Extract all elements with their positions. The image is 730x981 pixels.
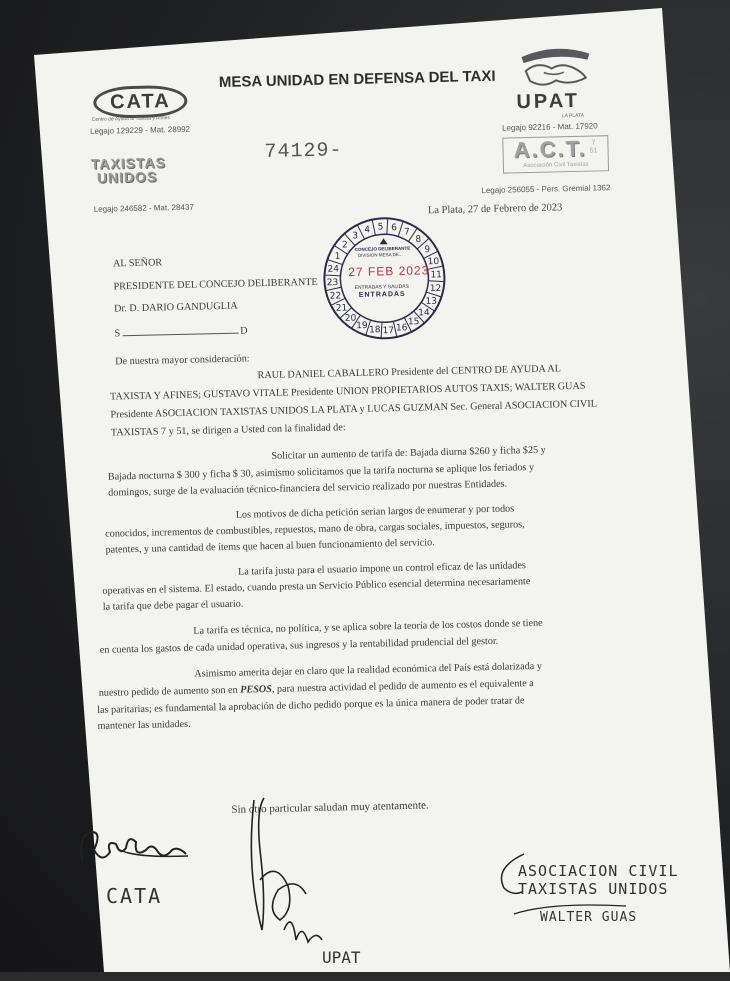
act-legajo: Legajo 256055 - Pers. Gremial 1362: [481, 183, 611, 196]
act-logo-text: A.C.T.: [513, 135, 587, 163]
addressee-s: [114, 325, 247, 339]
stamp-ring-number: 7: [404, 227, 410, 238]
upat-legajo: Legajo 92216 - Mat. 17920: [501, 121, 598, 133]
p6-line4: mantener las unidades.: [97, 718, 191, 732]
upat-sub: LA PLATA: [561, 112, 585, 120]
p5-line: La tarifa es técnica, no política, y se aplica sobre la teoría de los costos donde se tiene: [193, 617, 543, 637]
stamp-ring-number: 10: [427, 256, 440, 268]
p1-line: RAUL DANIEL CABALLERO Presidente del CENTRO DE AYUDA AL: [257, 363, 561, 382]
addressee-line3: Dr. D. DARIO GANDUGLIA: [113, 300, 238, 315]
date-line: La Plata, 27 de Febrero de 2023: [427, 202, 563, 217]
handshake-icon: [515, 43, 596, 91]
p1-line: TAXISTAS 7 y 51, se dirigen a Usted con la finalidad de:: [110, 422, 346, 439]
stamp-ring-number: 24: [327, 264, 340, 275]
p6-pesos: PESOS: [240, 683, 273, 696]
stamp-ring-tick: [398, 221, 404, 236]
stamp-inner-bottom2: ENTRADAS: [358, 290, 406, 299]
act-sub: Asociación Civil Taxistas: [523, 161, 589, 170]
p4-line: operativas en el sistema. El estado, cuando presta un Servicio Público esencial determina necesariamente: [102, 576, 531, 597]
p2-line: Solicitar un aumento de tarifa de: Bajada diurna $260 y ficha $25 y: [271, 444, 546, 462]
p3-line: Los motivos de dicha petición serian largos de enumerar y por todos: [235, 503, 515, 521]
p1-line: Presidente ASOCIACION TAXISTAS UNIDOS LA PLATA y LUCAS GUZMAN Sec. General ASOCIACION CIVIL: [110, 398, 598, 421]
tu-logo-line2: UNIDOS: [96, 168, 158, 186]
stamp-ring-number: 18: [368, 325, 381, 336]
signature-cata-label: CATA: [106, 884, 163, 908]
cata-logo-text: CATA: [109, 89, 171, 113]
signature-walter-label: WALTER GUAS: [540, 910, 638, 925]
addressee-line2: PRESIDENTE DEL CONCEJO DELIBERANTE: [113, 276, 318, 293]
stamp-ring-number: 2: [341, 240, 348, 251]
p6-line1: Asimismo amerita dejar en claro que la realidad económica del País está dolarizada y: [194, 660, 543, 680]
addressee-line1: AL SEÑOR: [112, 257, 163, 270]
stamp-ring-number: 23: [326, 278, 339, 289]
closing-line: Sin otro particular saludan muy atentamente.: [231, 799, 429, 816]
stamp-inner-top: CONCEJO DELIBERANTE: [354, 245, 411, 252]
upat-logo-text: UPAT: [516, 89, 581, 114]
stamp-ring-number: 8: [415, 234, 422, 245]
p5-line: en cuenta los gastos de cada unidad operativa, sus ingresos y la rentabilidad prudencial del gestor.: [99, 635, 499, 656]
p6-line3: las paritarias; es fundamental la aprobación de dicho pedido porque es la única manera de poder tratar de: [97, 695, 525, 716]
addressee-s-label: S: [114, 328, 121, 340]
stamp-ring-number: 19: [356, 320, 368, 332]
document-number: 74129-: [264, 139, 343, 164]
stamp-ring-tick: [386, 218, 388, 234]
signature-vitale: [236, 790, 346, 960]
stamp-asociacion-line2: TAXISTAS UNIDOS: [518, 880, 669, 898]
p6-line2-a: nuestro pedido de aumento son en: [98, 684, 241, 699]
stamp-inner-sub: DIVISION MESA DE...: [357, 251, 403, 258]
act-side-top: 7: [591, 139, 596, 147]
signature-upat-label: UPAT: [322, 948, 361, 967]
stamp-ring-number: 9: [424, 244, 431, 256]
stamp-ring-number: 11: [430, 270, 443, 281]
tu-legajo: Legajo 246582 - Mat. 28437: [93, 202, 194, 214]
stamp-ring-number: 5: [377, 222, 384, 233]
signature-flourish: [488, 848, 528, 898]
p4-line: la tarifa que debe pagar el usuario.: [102, 598, 244, 613]
stamp-ring-number: 15: [407, 317, 420, 328]
act-side-bottom: 51: [589, 147, 598, 155]
stamp-ring-number: 16: [395, 323, 408, 334]
stamp-ring-tick: [372, 219, 375, 235]
stamp-ring-number: 14: [418, 308, 430, 319]
p2-line: domingos, surge de la evaluación técnico-financiera del servicio realizado por nuestras Entidades.: [108, 478, 508, 499]
stamp-ring-number: 21: [335, 303, 348, 314]
stamp-ring-number: 3: [352, 231, 359, 242]
stamp-ring-number: 17: [382, 325, 395, 337]
stamp-ring-number: 12: [429, 283, 442, 295]
stamp-asociacion-line1: ASOCIACION CIVIL: [518, 862, 679, 880]
p4-line: La tarifa justa para el usuario impone un control eficaz de las unidades: [237, 560, 527, 578]
salutation: De nuestra mayor consideración:: [115, 353, 250, 368]
stamp-ring-number: 13: [425, 296, 438, 307]
signature-underline: [510, 898, 630, 918]
p3-line: patentes, y una cantidad de ítems que hacen al buen funcionamiento del servicio.: [105, 537, 435, 556]
reception-stamp: [321, 215, 448, 342]
addressee-d-label: D: [240, 325, 248, 337]
cata-subtitle: Centro de Ayuda al Taxista y Afines: [91, 115, 171, 123]
stamp-date: 27 FEB 2023: [348, 263, 430, 280]
p1-line: TAXISTA Y AFINES; GUSTAVO VITALE Presidente UNION PROPIETARIOS AUTOS TAXIS; WALTER GUAS: [109, 380, 586, 403]
stamp-ring-tick: [428, 280, 444, 282]
p6-line2-c: , para nuestra actividad el pedido de aumento es el equivalente a: [271, 678, 534, 695]
cata-legajo: Legajo 129229 - Mat. 28992: [89, 124, 191, 136]
page-title: MESA UNIDAD EN DEFENSA DEL TAXI: [218, 67, 496, 92]
stamp-ring-number: 6: [391, 223, 398, 234]
act-logo: [502, 135, 609, 173]
tu-logo-line1: TAXISTAS: [90, 154, 167, 172]
stamp-ring-tick: [325, 275, 341, 277]
stamp-ring-number: 1: [334, 251, 341, 262]
cata-logo: [93, 85, 188, 119]
taxistas-unidos-logo: [90, 154, 167, 191]
p2-line: Bajada nocturna $ 300 y ficha $ 30, asimismo solicitamos que la tarifa nocturna se aplique los feriados y: [107, 461, 535, 483]
stamp-ring-number: 4: [364, 225, 371, 236]
stamp-ring-number: 22: [329, 291, 342, 302]
stamp-ring-number: 20: [344, 313, 357, 324]
p3-line: conocidos, incrementos de combustibles, repuestos, mano de obra, cargas sociales, impuestos, seguros,: [105, 519, 525, 540]
stamp-inner-bottom1: ENTRADAS Y SALIDAS: [354, 283, 409, 291]
signature-caballero: [76, 820, 196, 880]
